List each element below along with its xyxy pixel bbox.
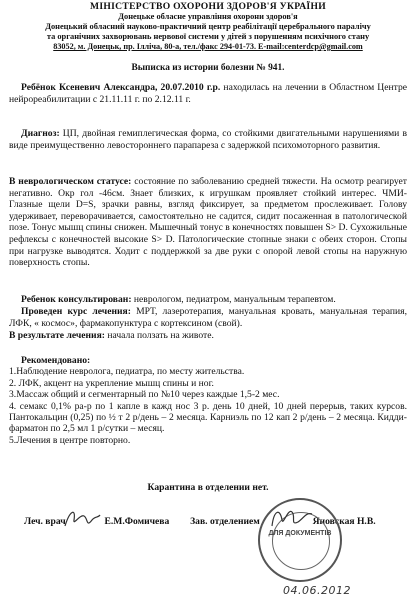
course-label: Проведен курс лечения: — [21, 306, 131, 317]
neuro-status-paragraph — [9, 176, 407, 269]
department-name: Донецьке обласне управління охорони здоров'я — [118, 12, 298, 21]
diagnosis-text: ЦП, двойная гемиплегическая форма, со стойкими двигательными нарушениями в виде преимущественно левостороннего парапареза с задержкой психомоторного развития. — [9, 128, 407, 151]
diagnosis-label: Диагноз: — [21, 128, 60, 139]
center-address: 83052, м. Донецьк, пр. Ілліча, 80-а, тел./факс 294-01-73. E-mail:centerdcp@gmail.com — [53, 42, 363, 51]
list-item: 3.Массаж общий и сегментарный по №10 через каждые 1,5-2 мес. — [9, 389, 280, 401]
result-paragraph — [9, 330, 407, 342]
consult-text: неврологом, педиатром, мануальным терапевтом. — [131, 294, 336, 305]
doctor-name: Е.М.Фомичева — [104, 516, 170, 527]
intro-paragraph — [9, 82, 407, 105]
list-item: 2. ЛФК, акцент на укрепление мышц спины и ног. — [9, 377, 214, 389]
neuro-status-text: состояние по заболеванию средней тяжести. На осмотр реагирует негативно. Окр гол -46см. Знает близких, к игрушкам проявляет стойкий интерес. ЧМИ- Глазные щели D=S, зрачки равны, взгляд фиксирует, за предметом прослеживает. Голову удерживает, переворачивается, самостоятельно не садится, сидит посаженная в патологической позе. Тонус мышц спины снижен. Мышечный тонус в конечностях повышен S> D. Сухожильные рефлексы с конечностей высокие S> D. Патологические стопные знаки с обеих сторон. Стопы при нагрузке выводятся. Ходит с поддержкой за две руки с опорой левой стопы на наружную поверхность стопы. — [9, 176, 407, 269]
center-name-line1: Донецький обласний науково-практичний центр реабілітації церебрального паралічу — [45, 22, 371, 31]
result-label: В результате лечения: — [9, 330, 105, 341]
patient-name: Ребёнок Ксеневич Александра, 20.07.2010 г.р. — [21, 82, 221, 93]
consult-paragraph — [9, 294, 407, 306]
center-name-line2: та органічних захворювань нервової системи у дітей з порушенням психічного стану — [46, 32, 370, 41]
consult-label: Ребенок консультирован: — [21, 294, 132, 305]
head-label: Зав. отделением — [190, 516, 260, 527]
carantine-note: Карантина в отделении нет. — [147, 482, 269, 493]
list-item: 4. семакс 0,1% ра-р по 1 капле в кажд нос 3 р. день 10 дней, 10 дней перерыв, таких курсов. Пантокальцин (0,25) по ½ т 2 р/день – 2 месяца. Карниэль по 12 кап 2 р/день – 2 месяца. Кидди-фарматон по 2,5 мл 1 р/сутки – месяц. — [9, 400, 407, 435]
list-item: 5.Лечения в центре повторно. — [9, 434, 131, 446]
head-signature-icon — [268, 504, 314, 532]
list-item: 1.Наблюдение невролога, педиатра, по месту жительства. — [9, 366, 245, 378]
intro-text: находилась на лечении в Областном Центре нейрореабилитации с 21.11.11 г. по 2.12.11 г. — [9, 82, 407, 105]
doctor-label: Леч. врач — [24, 516, 66, 527]
course-text: МРТ, лазеротерапия, мануальная кровать, мануальная терапия, ЛФК, « космос», фармакопунктура с кортексином (свой). — [9, 306, 407, 329]
head-name: Яновская Н.В. — [312, 516, 376, 527]
stamp-text: ДЛЯ ДОКУМЕНТІВ — [268, 530, 332, 537]
diagnosis-paragraph — [9, 128, 407, 151]
letterhead — [0, 0, 416, 52]
recommendations — [9, 355, 407, 446]
recommended-label: Рекомендовано: — [21, 355, 91, 366]
neuro-status-label: В неврологическом статусе: — [9, 176, 132, 187]
document-title: Выписка из истории болезни № 941. — [131, 63, 285, 73]
ministry-name: МІНІСТЕРСТВО ОХОРОНИ ЗДОРОВ'Я УКРАЇНИ — [90, 1, 326, 12]
course-paragraph — [9, 306, 407, 329]
handwritten-date: 04.06.2012 — [283, 584, 351, 597]
doctor-signature-icon — [62, 506, 102, 532]
result-text: начала ползать на животе. — [104, 330, 214, 341]
